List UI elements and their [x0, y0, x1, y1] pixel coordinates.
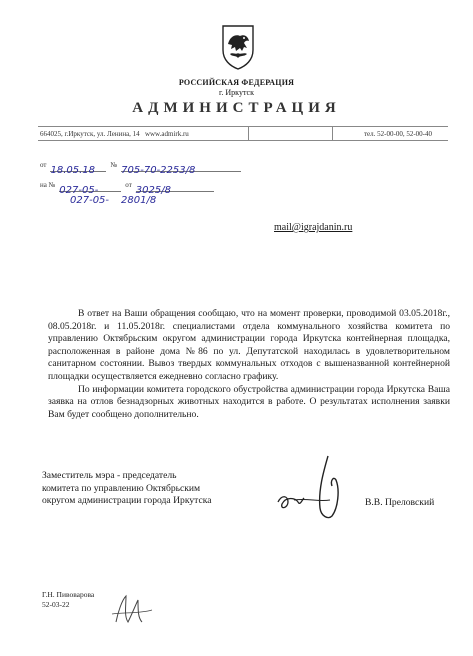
reply-date-value-2: 2801/8 [121, 195, 157, 206]
signer-position [42, 470, 211, 508]
reply-from-label: от [125, 181, 132, 189]
position-line: комитета по управлению Октябрьским [42, 482, 201, 494]
country-name: РОССИЙСКАЯ ФЕДЕРАЦИЯ [178, 78, 295, 87]
signer-name: В.В. Преловский [365, 497, 435, 508]
address-line [40, 130, 189, 138]
reply-registration-row-2 [70, 190, 156, 208]
reply-number-value-1: 027-05- [59, 185, 99, 196]
city-name: г. Иркутск [219, 88, 254, 97]
date-value: 18.05.18 [50, 165, 95, 176]
header-divider-top [38, 126, 448, 127]
executor-name: Г.Н. Пивоварова [42, 590, 95, 599]
in-reply-label: на № [40, 181, 56, 189]
header-divider-tick [332, 126, 333, 140]
date-field [50, 160, 106, 176]
handwritten-signature [258, 450, 378, 530]
body-paragraph: По информации комитета городского обустройства администрации города Иркутска Ваша заявка на отлов безнадзорных животных находится в работе. О результатах исполнения заявки Вам будет сообщено дополнительно. [48, 383, 450, 420]
body-paragraph: В ответ на Ваши обращения сообщаю, что на момент проверки, проводимой 03.05.2018г., 08.05.2018г. и 11.05.2018г. специалистами отдела коммунального хозяйства комитета по управлению Октябрьским округом администрации города Иркутска контейнерная площадка, расположенная в районе дома №86 по ул. Депутатской находилась в удовлетворительном санитарном состоянии. Вывоз твердых коммунальных отходов с вышеназванной контейнерной площадки осуществляется ежедневно согласно графику. [48, 308, 450, 382]
number-value: 705-70-2253/8 [121, 165, 196, 176]
executor-signature [108, 592, 160, 628]
position-line: Заместитель мэра - председатель [42, 470, 177, 481]
organization-title: АДМИНИСТРАЦИЯ [132, 100, 341, 116]
header-divider-tick [248, 126, 249, 140]
number-field [121, 160, 241, 176]
outgoing-registration-row [40, 154, 241, 176]
website: www.admirk.ru [144, 130, 189, 138]
phone-line: тел. 52-00-00, 52-00-40 [364, 130, 432, 138]
reply-number-value-2: 027-05- [70, 195, 110, 206]
executor-phone: 52-03-22 [42, 600, 70, 609]
recipient-email[interactable]: mail@igrajdanin.ru [274, 222, 353, 233]
reply-date-value-1: 3025/8 [135, 185, 171, 196]
letter-body [48, 308, 450, 421]
from-label: от [40, 161, 47, 169]
number-label: № [110, 161, 118, 169]
position-line: округом администрации города Иркутска [42, 495, 212, 507]
header-divider-bottom [38, 140, 448, 141]
executor-info [42, 590, 94, 610]
address: 664025, г.Иркутск, ул. Ленина, 14 [40, 130, 140, 138]
irkutsk-coat-of-arms-icon [220, 24, 256, 70]
